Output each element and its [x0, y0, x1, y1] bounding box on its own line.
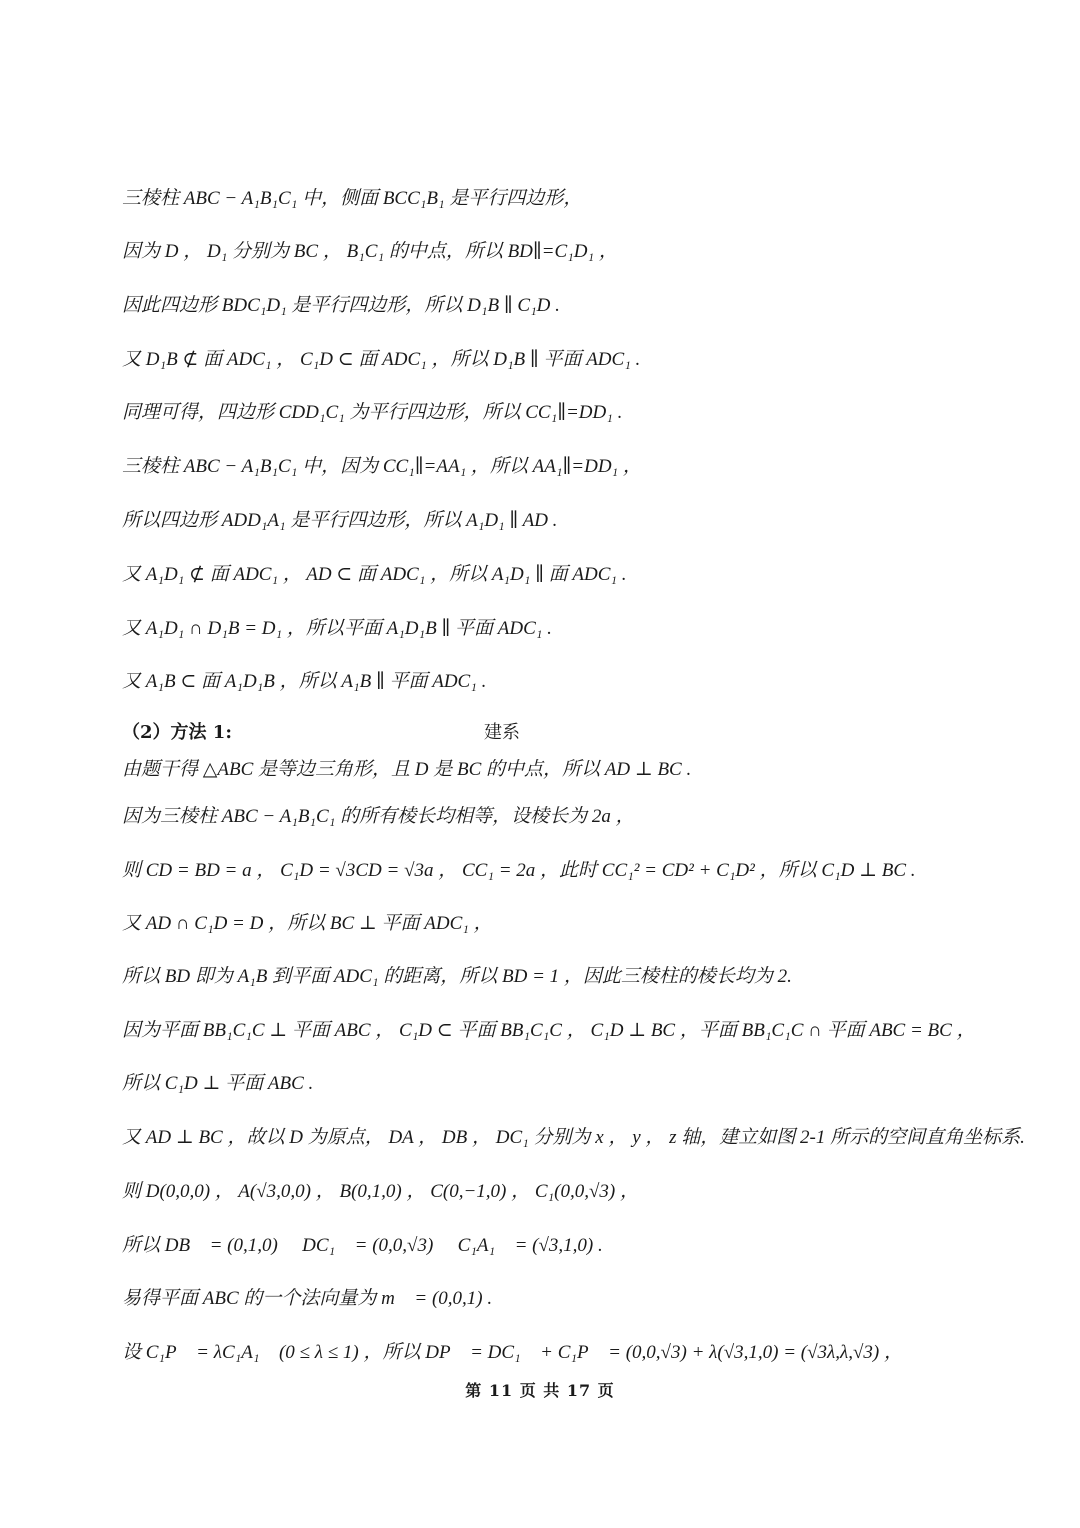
solution-line-4: 又 AD ∩ C₁D = D ，所以 BC ⊥ 平面 ADC₁ ，	[122, 913, 493, 934]
proof-line-9: 又 A₁D₁ ∩ D₁B = D₁ ，所以平面 A₁D₁B ∥ 平面 ADC₁ .	[122, 618, 552, 639]
proof-line-10: 又 A₁B ⊂ 面 A₁D₁B ，所以 A₁B ∥ 平面 ADC₁ .	[122, 671, 487, 692]
solution-line-8: 又 AD ⊥ BC ，故以 D 为原点， DA ， DB ， DC₁ 分别为 x ， y ， z 轴，建立如图 2-1 所示的空间直角坐标系.	[122, 1127, 1025, 1148]
proof-line-1: 三棱柱 ABC − A₁B₁C₁ 中，侧面 BCC₁B₁ 是平行四边形，	[122, 188, 583, 209]
solution-line-12: 设 C₁P⃗ = λC₁A₁⃗ (0 ≤ λ ≤ 1) ，所以 DP⃗ = DC₁⃗ + C₁P⃗ = (0,0,√3) + λ(√3,1,0) = (√3λ,λ,√3) ，	[122, 1342, 903, 1363]
proof-line-4: 又 D₁B ⊄ 面 ADC₁ ， C₁D ⊂ 面 ADC₁ ，所以 D₁B ∥ 平面 ADC₁ .	[122, 349, 641, 370]
proof-line-3: 因此四边形 BDC₁D₁ 是平行四边形，所以 D₁B ∥ C₁D .	[122, 295, 560, 316]
page-footer: 第 11 页 共 17 页	[465, 1381, 615, 1400]
proof-line-2: 因为 D ， D₁ 分别为 BC ， B₁C₁ 的中点，所以 BD∥=C₁D₁ ，	[122, 241, 618, 262]
solution-line-1: 由题干得 △ABC 是等边三角形，且 D 是 BC 的中点，所以 AD ⊥ BC .	[122, 759, 692, 780]
solution-line-2: 因为三棱柱 ABC − A₁B₁C₁ 的所有棱长均相等，设棱长为 2a ，	[122, 806, 635, 827]
solution-line-10: 所以 DB⃗ = (0,1,0) ， DC₁⃗ = (0,0,√3) ， C₁A₁⃗ = (√3,1,0) .	[122, 1235, 603, 1256]
solution-line-3: 则 CD = BD = a ， C₁D = √3CD = √3a ， CC₁ = 2a ，此时 CC₁² = CD² + C₁D² ，所以 C₁D ⊥ BC .	[122, 860, 916, 881]
proof-line-8: 又 A₁D₁ ⊄ 面 ADC₁ ， AD ⊂ 面 ADC₁ ，所以 A₁D₁ ∥ 面 ADC₁ .	[122, 564, 627, 585]
proof-line-7: 所以四边形 ADD₁A₁ 是平行四边形，所以 A₁D₁ ∥ AD .	[122, 510, 558, 531]
solution-line-5: 所以 BD 即为 A₁B 到平面 ADC₁ 的距离，所以 BD = 1 ，因此三棱柱的棱长均为 2.	[122, 966, 792, 987]
solution-line-7: 所以 C₁D ⊥ 平面 ABC .	[122, 1073, 314, 1094]
proof-line-6: 三棱柱 ABC − A₁B₁C₁ 中，因为 CC₁∥=AA₁ ，所以 AA₁∥=DD₁ ，	[122, 456, 642, 477]
method-label: （2）方法 1:	[122, 722, 232, 743]
solution-line-9: 则 D(0,0,0) ， A(√3,0,0) ， B(0,1,0) ， C(0,−1,0) ， C₁(0,0,√3) ，	[122, 1181, 639, 1202]
solution-line-6: 因为平面 BB₁C₁C ⊥ 平面 ABC ， C₁D ⊂ 平面 BB₁C₁C ， C₁D ⊥ BC ，平面 BB₁C₁C ∩ 平面 ABC = BC ，	[122, 1020, 976, 1041]
solution-line-11: 易得平面 ABC 的一个法向量为 m⃗ = (0,0,1) .	[122, 1288, 493, 1309]
proof-line-5: 同理可得，四边形 CDD₁C₁ 为平行四边形，所以 CC₁∥=DD₁ .	[122, 402, 623, 423]
method-note: 建系	[484, 722, 520, 743]
